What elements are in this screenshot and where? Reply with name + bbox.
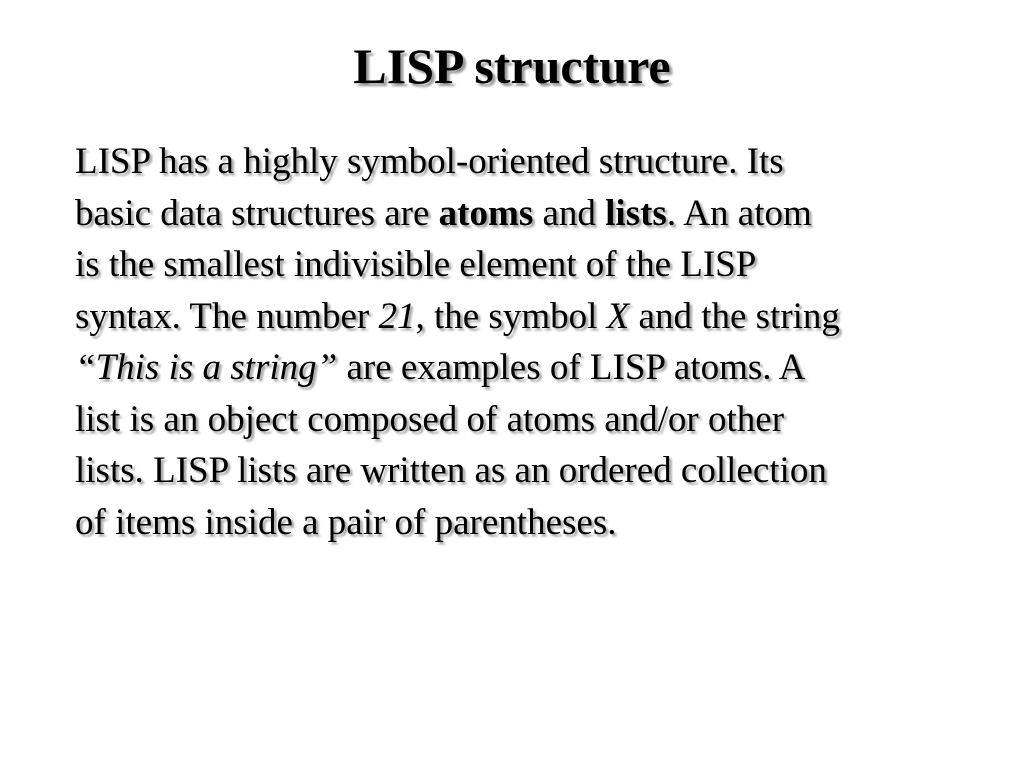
text-line [75,342,980,394]
text-run: . An atom [666,192,812,234]
term-lists: lists [605,192,667,234]
example-number: 21 [378,295,416,337]
text-line [75,136,980,188]
text-run: syntax. The number [75,295,379,337]
text-line [75,497,980,549]
term-atoms: atoms [438,192,534,234]
text-run: and the string [629,295,840,337]
text-run: of items inside a pair of parentheses. [75,501,617,543]
text-run: , the symbol [415,295,607,337]
text-run: and [533,192,606,234]
text-run: list is an object composed of atoms and/or other [75,398,785,440]
text-run: are examples of LISP atoms. A [337,347,806,388]
example-string: “This is a string” [75,347,338,388]
text-run: is the smallest indivisible element of the LISP [75,244,757,285]
text-line [75,291,980,343]
example-symbol: X [606,295,630,337]
text-run: LISP has a highly symbol-oriented structure. Its [75,141,784,182]
body-paragraph [75,136,980,548]
text-line [75,239,980,291]
text-line [75,445,980,497]
text-line [75,394,980,446]
text-run: basic data structures are [75,192,439,234]
text-run: lists. LISP lists are written as an ordered collection [75,450,827,491]
text-line [75,188,980,240]
slide-title: LISP structure [353,38,671,94]
